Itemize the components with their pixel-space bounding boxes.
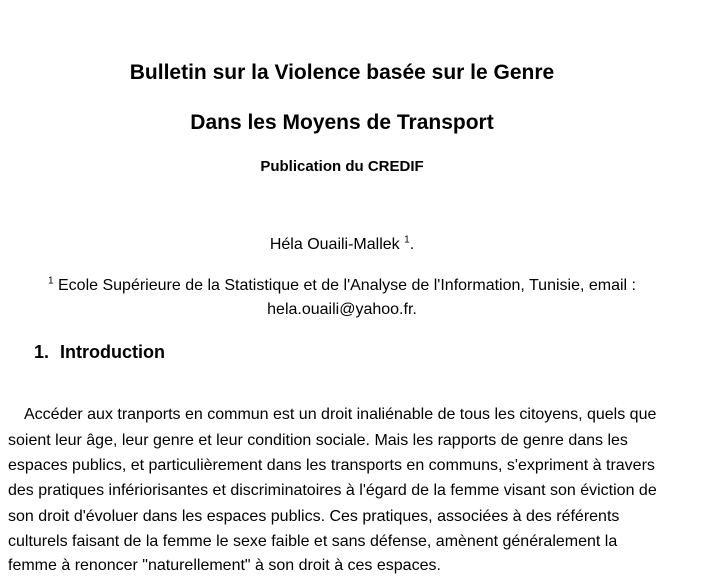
paragraph-line: culturels faisant de la femme le sexe faible et sans défense, amènent généralement la <box>8 533 618 550</box>
section-number: 1. <box>34 342 50 362</box>
paragraph-line: des pratiques infériorisantes et discriminatoires à l'égard de la femme visant son éviction de <box>8 482 657 499</box>
document-title-line-1: Bulletin sur la Violence basée sur le Genre <box>129 61 555 84</box>
section-heading <box>34 342 165 363</box>
author-trailing: . <box>409 236 415 253</box>
section-title: Introduction <box>60 342 165 362</box>
publication-subtitle: Publication du CREDIF <box>260 158 424 175</box>
affiliation-line-1 <box>0 277 684 295</box>
paragraph-line: soient leur âge, leur genre et leur condition sociale. Mais les rapports de genre dans les <box>8 432 628 449</box>
paragraph-line: son droit d'évoluer dans les espaces publics. Ces pratiques, associées à des référents <box>8 508 620 525</box>
paragraph-line: espaces publics, et particulièrement dans les transports en communs, s'expriment à travers <box>8 457 655 474</box>
affiliation-footnote-mark: 1 <box>48 275 54 287</box>
paragraph-line: femme à renoncer "naturellement" à son droit à ces espaces. <box>8 557 441 574</box>
author-line <box>0 236 684 254</box>
affiliation-text: Ecole Supérieure de la Statistique et de l'Analyse de l'Information, Tunisie, email : <box>53 277 636 294</box>
document-title-line-2: Dans les Moyens de Transport <box>190 111 494 134</box>
author-name: Héla Ouaili-Mallek <box>269 236 400 253</box>
author-footnote-mark: 1 <box>404 234 410 246</box>
affiliation-email: hela.ouaili@yahoo.fr. <box>267 301 417 318</box>
paragraph-line: Accéder aux tranports en commun est un droit inaliénable de tous les citoyens, quels que <box>24 406 657 423</box>
